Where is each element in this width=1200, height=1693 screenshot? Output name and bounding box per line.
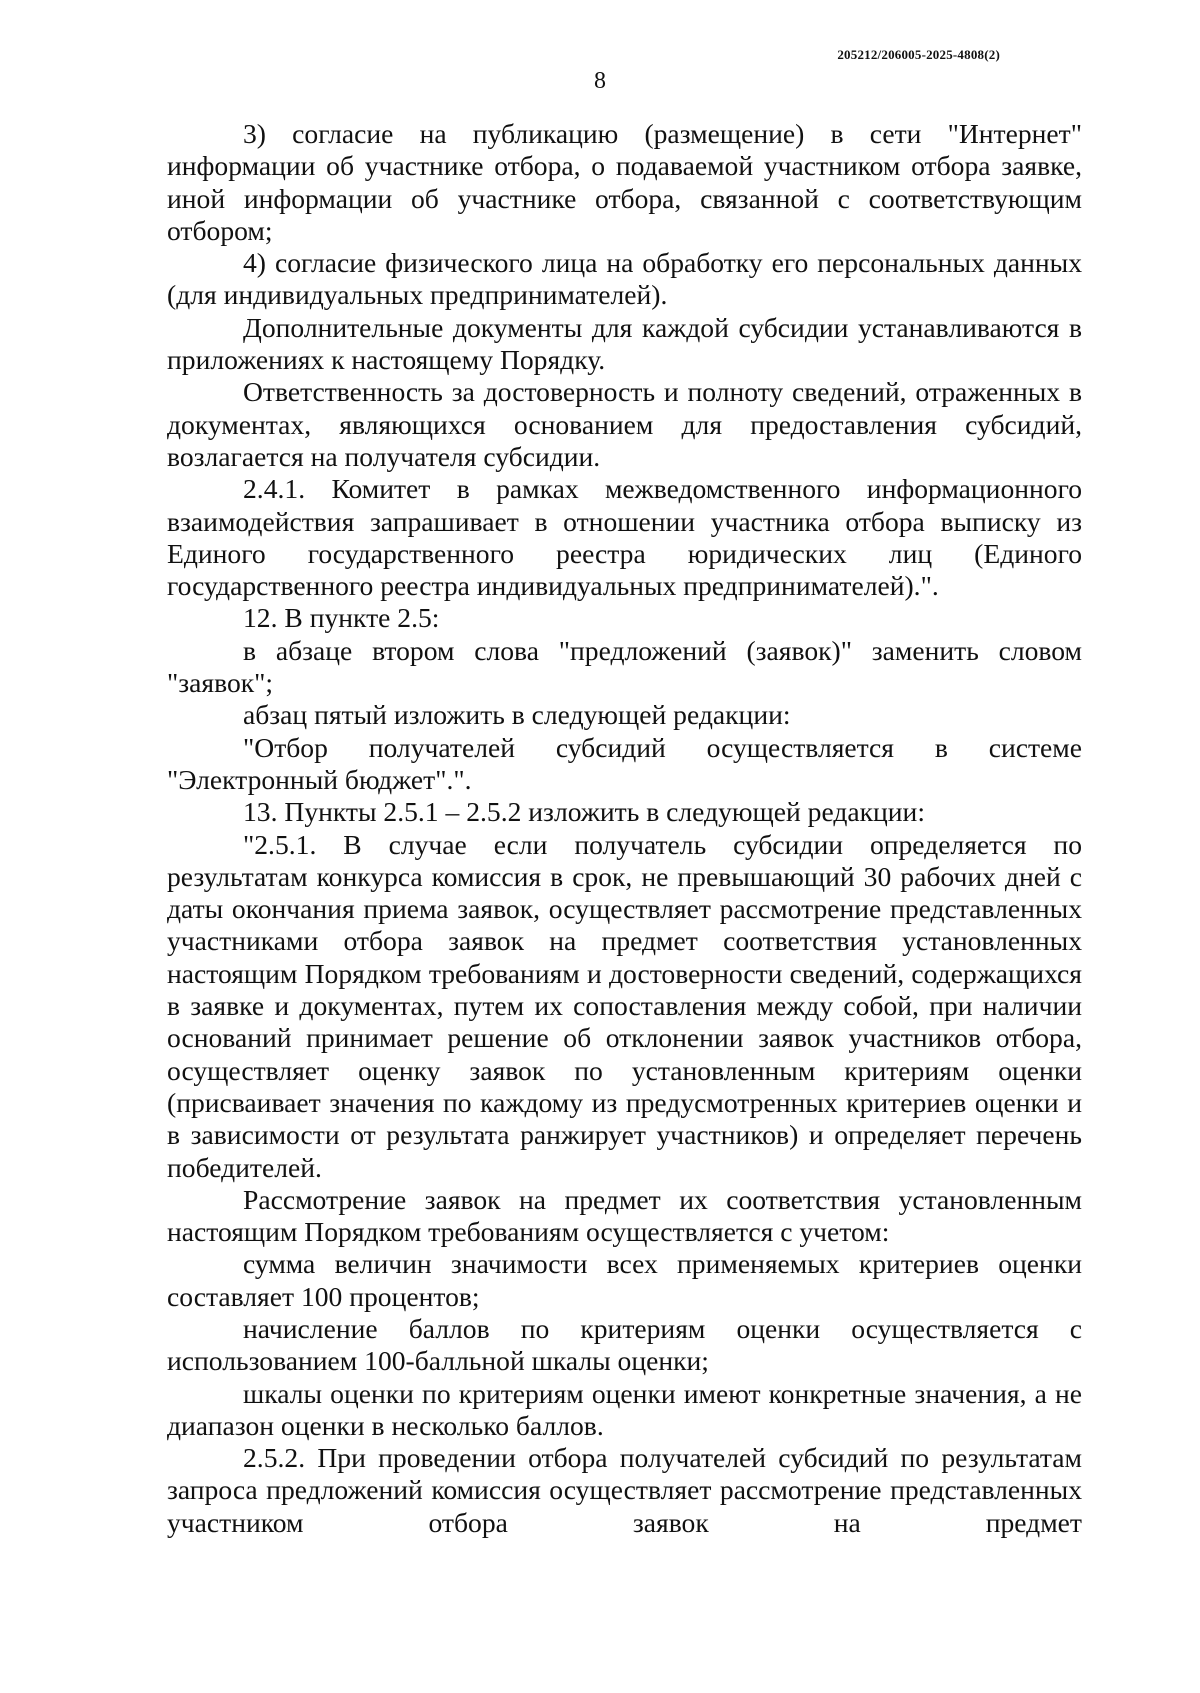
paragraph-paragraph-two-change: в абзаце втором слова "предложений (заявок)" заменить словом "заявок";: [167, 634, 1082, 699]
page-number: 8: [594, 68, 606, 94]
paragraph-item-13: 13. Пункты 2.5.1 – 2.5.2 изложить в следующей редакции:: [243, 796, 925, 828]
paragraph-item-12: 12. В пункте 2.5:: [243, 602, 440, 634]
paragraph-paragraph-five-change: абзац пятый изложить в следующей редакции:: [243, 699, 791, 731]
paragraph-2-5-1: "2.5.1. В случае если получатель субсидии определяется по результатам конкурса комиссия в срок, не превышающий 30 рабочих дней с даты окончания приема заявок, осуществляет рассмотрение представленных участниками отбора заявок на предмет соответствия установленных настоящим Порядком требованиям и достоверности сведений, содержащихся в заявке и документах, путем их сопоставления между собой, при наличии оснований принимает решение об отклонении заявок участников отбора, осуществляет оценку заявок по установленным критериям оценки (присваивает значения по каждому из предусмотренных критериев оценки и в зависимости от результата ранжирует участников) и определяет перечень победителей.: [167, 828, 1082, 1183]
document-registration-number: 205212/206005-2025-4808(2): [837, 47, 1000, 62]
paragraph-2-4-1: 2.4.1. Комитет в рамках межведомственного информационного взаимодействия запрашивает в отношении участника отбора выписку из Единого государственного реестра юридических лиц (Единого государственного реестра индивидуальных предпринимателей).".: [167, 473, 1082, 602]
paragraph-consent-publication: 3) согласие на публикацию (размещение) в сети "Интернет" информации об участнике отбора, о подаваемой участником отбора заявке, иной информации об участнике отбора, связанной с соответствующим отбором;: [167, 118, 1082, 246]
paragraph-scale-values: шкалы оценки по критериям оценки имеют конкретные значения, а не диапазон оценки в несколько баллов.: [167, 1377, 1082, 1441]
paragraph-review-conditions: Рассмотрение заявок на предмет их соответствия установленным настоящим Порядком требованиям осуществляется с учетом:: [167, 1183, 1082, 1248]
paragraph-responsibility: Ответственность за достоверность и полноту сведений, отраженных в документах, являющихся основанием для предоставления субсидий, возлагается на получателя субсидии.: [167, 376, 1082, 472]
paragraph-consent-personal-data: 4) согласие физического лица на обработку его персональных данных (для индивидуальных предпринимателей).: [167, 247, 1082, 311]
document-body: [167, 118, 1082, 1539]
paragraph-2-5-2: 2.5.2. При проведении отбора получателей субсидий по результатам запроса предложений комиссия осуществляет рассмотрение представленных участником отбора заявок на предмет: [167, 1442, 1082, 1538]
paragraph-points-scale: начисление баллов по критериям оценки осуществляется с использованием 100-балльной шкалы оценки;: [167, 1312, 1082, 1377]
paragraph-additional-documents: Дополнительные документы для каждой субсидии устанавливаются в приложениях к настоящему Порядку.: [167, 311, 1082, 376]
paragraph-criteria-sum: сумма величин значимости всех применяемых критериев оценки составляет 100 процентов;: [167, 1248, 1082, 1312]
paragraph-selection-system: "Отбор получателей субсидий осуществляется в системе "Электронный бюджет".".: [167, 731, 1082, 795]
